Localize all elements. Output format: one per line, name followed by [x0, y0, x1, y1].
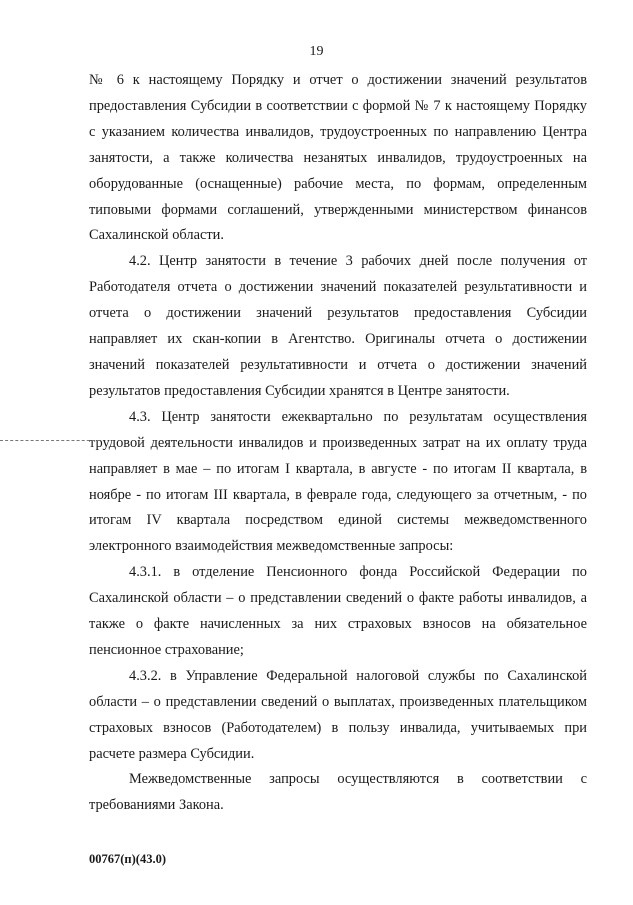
paragraph-4-3-1: 4.3.1. в отделение Пенсионного фонда Российской Федерации по Сахалинской области – о представлении сведений о факте работы инвалидов, а также о факте начисленных за них страховых взносов на обязательное пенсионное страхование;	[89, 564, 587, 658]
footer-document-code: 00767(п)(43.0)	[89, 852, 166, 866]
page-number: 19	[309, 44, 324, 59]
scan-artifact-line	[0, 440, 100, 442]
paragraph-4-2: 4.2. Центр занятости в течение 3 рабочих дней после получения от Работодателя отчета о достижении значений показателей результативности и отчета о достижении значений результатов предоставления Субсидии направляет их скан-копии в Агентство. Оригиналы отчета о достижении значений показателей результативности и отчета о достижении значений результатов предоставления Субсидии хранятся в Центре занятости.	[89, 253, 587, 399]
paragraph-4-3: 4.3. Центр занятости ежеквартально по результатам осуществления трудовой деятельности инвалидов и произведенных затрат на их оплату труда направляет в мае – по итогам I квартала, в августе - по итогам II квартала, в ноябре - по итогам III квартала, в феврале года, следующего за отчетным, - по итогам IV квартала посредством единой системы межведомственного электронного взаимодействия межведомственные запросы:	[89, 408, 587, 555]
paragraph-4-3-2: 4.3.2. в Управление Федеральной налоговой службы по Сахалинской области – о представлении сведений о выплатах, произведенных плательщиком страховых взносов (Работодателем) в пользу инвалида, учитываемых при расчете размера Субсидии.	[89, 667, 587, 762]
document-body	[89, 68, 587, 819]
paragraph-requests: Межведомственные запросы осуществляются в соответствии с требованиями Закона.	[89, 771, 587, 814]
paragraph-continuation: № 6 к настоящему Порядку и отчет о достижении значений результатов предоставления Субсидии в соответствии с формой № 7 к настоящему Порядку с указанием количества инвалидов, трудоустроенных по направлению Центра занятости, а также количества незанятых инвалидов, трудоустроенных на оборудованные (оснащенные) рабочие места, по формам, определенным типовыми формами соглашений, утвержденными министерством финансов Сахалинской области.	[89, 72, 587, 244]
